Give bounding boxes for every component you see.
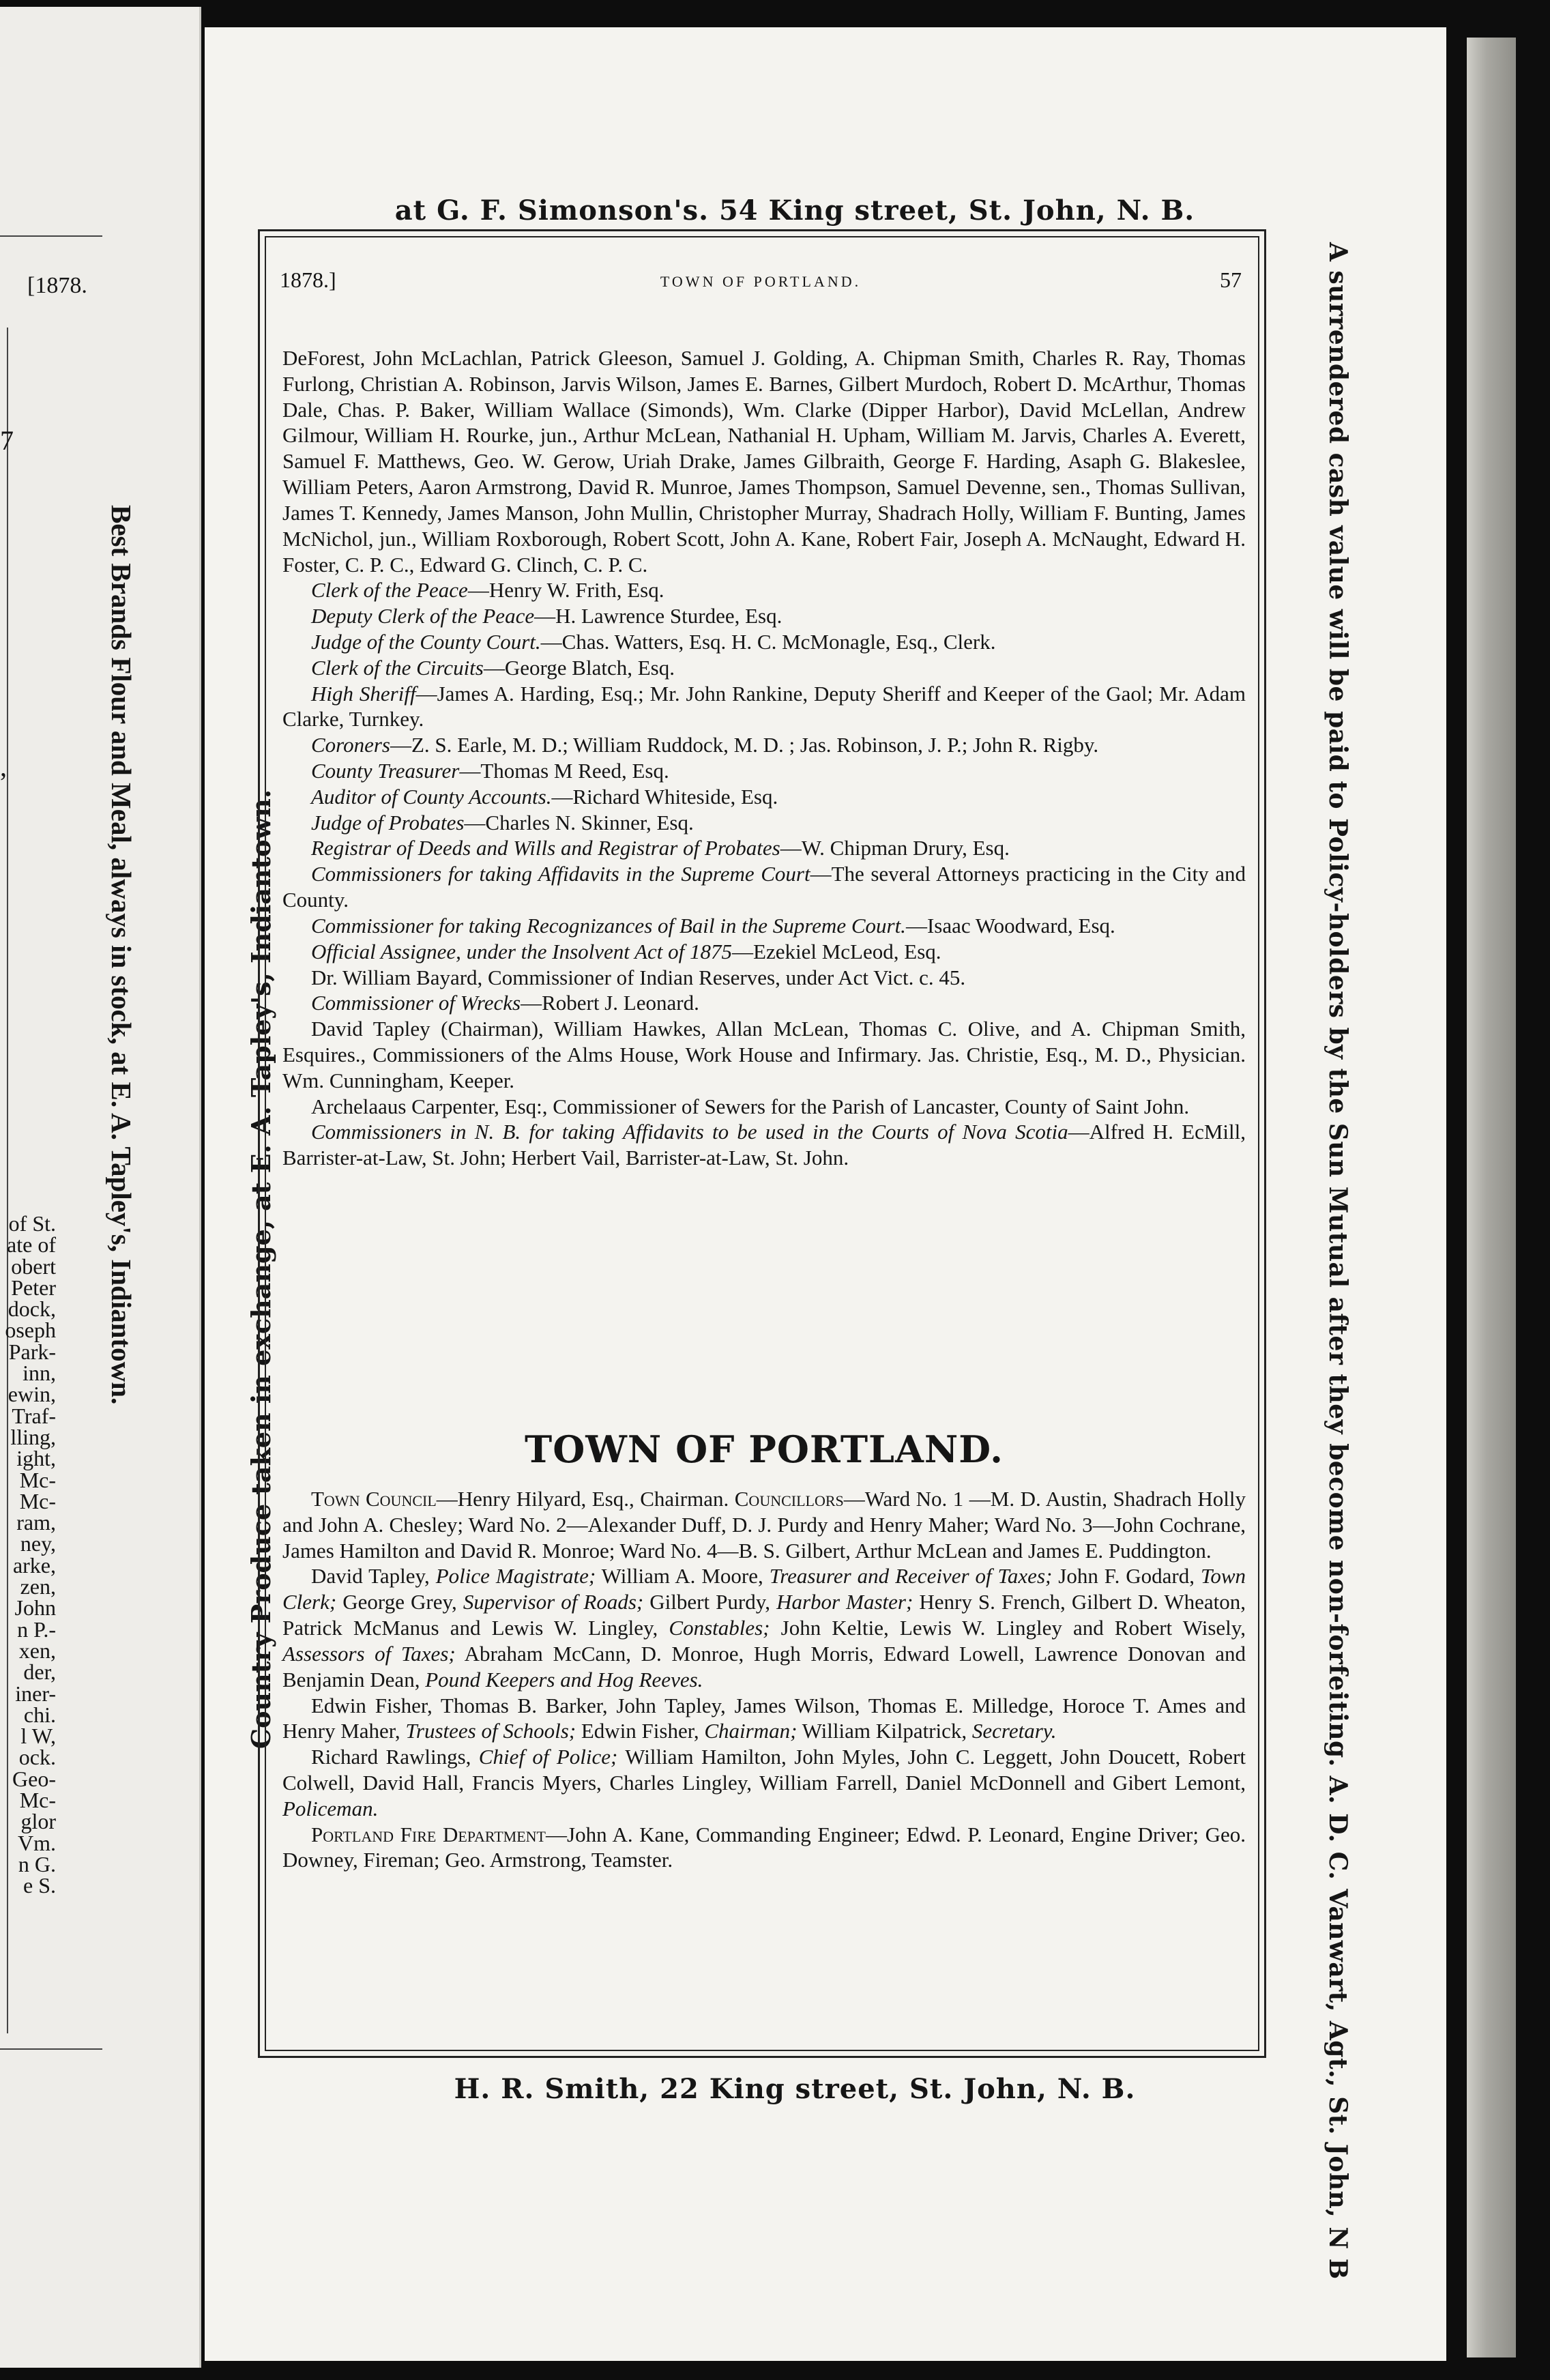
entry-title: High Sheriff	[311, 681, 416, 706]
entry-title: Judge of Probates	[311, 810, 465, 835]
person: William A. Moore,	[601, 1564, 763, 1588]
office: Constables;	[669, 1616, 770, 1640]
sewers-commissioner: Archelaaus Carpenter, Esq:, Commissioner of Sewers for the Parish of Lancaster, County of Saint John.	[311, 1094, 1190, 1118]
left-page-fragment: Park-	[8, 1339, 56, 1364]
left-page-fragment: ewin,	[8, 1382, 56, 1407]
entry-value: —John A. Kane, Commanding Engineer; Edwd. P. Leonard, Engine Driver; Geo. Downey, Fireman; Geo. Armstrong, Teamster.	[282, 1822, 1246, 1872]
entry-value: —Alfred H. EcMill, Barrister-at-Law, St. John; Herbert Vail, Barrister-at-Law, St. John.	[282, 1120, 1246, 1170]
deputy-clerk	[282, 603, 1246, 629]
left-page-fragment: n P.-	[17, 1616, 56, 1642]
person: Edwin Fisher,	[581, 1719, 699, 1743]
office: Town Clerk;	[282, 1564, 1246, 1614]
left-page-rule-top	[0, 235, 102, 237]
left-page-fragment: obert	[11, 1253, 56, 1279]
clerk-of-circuits	[282, 655, 1246, 681]
auditor	[282, 784, 1246, 810]
wrecks-commissioner	[282, 990, 1246, 1016]
entry-title: Coroners	[311, 733, 390, 757]
alms-house: David Tapley (Chairman), William Hawkes, Allan McLean, Thomas C. Olive, and A. Chipman Smith, Esquires., Commissioners of the Alms House, Work House and Infirmary. Jas. Christie, Esq., M. D., Physician. Wm. Cunningham, Keeper.	[282, 1017, 1246, 1092]
left-page-fragment: e S.	[23, 1873, 56, 1898]
left-page-fragment: Mc-	[19, 1467, 56, 1492]
office: Treasurer and Receiver of Taxes;	[769, 1564, 1053, 1588]
entry-value: —Ward No. 1 —M. D. Austin, Shadrach Holly and John A. Chesley; Ward No. 2—Alexander Duff, D. J. Purdy and Henry Maher; Ward No. 3—John Cochrane, James Hamilton and David R. Monroe; Ward No. 4—B. S. Gilbert, Arthur McLean and James E. Puddington.	[282, 1487, 1246, 1563]
person: Henry S. French, Gilbert D. Wheaton, Patrick McManus and Lewis W. Lingley,	[282, 1590, 1246, 1640]
judge-county-court	[282, 629, 1246, 655]
town-of-portland-text	[282, 1486, 1246, 1873]
person: Gilbert Purdy,	[649, 1590, 770, 1614]
left-page-fragment: arke,	[12, 1552, 56, 1578]
left-page-fragment: Mc-	[19, 1488, 56, 1513]
entry-value: —George Blatch, Esq.	[483, 655, 675, 680]
entry-title: Auditor of County Accounts.	[311, 784, 552, 809]
person: Edwin Fisher, Thomas B. Barker, John Tapley, James Wilson, Thomas E. Milledge, Horoce T. Ames and Henry Maher,	[282, 1693, 1246, 1743]
left-page-fragment: der,	[23, 1659, 56, 1685]
person: David Tapley,	[311, 1564, 430, 1588]
left-page-fragment: inn,	[23, 1361, 56, 1386]
high-sheriff	[282, 681, 1246, 733]
office: Pound Keepers and Hog Reeves.	[425, 1667, 703, 1692]
recognizances-commissioner	[282, 913, 1246, 939]
entry-value: —Z. S. Earle, M. D.; William Ruddock, M. D. ; Jas. Robinson, J. P.; John R. Rigby.	[390, 733, 1099, 757]
entry-value: —Ezekiel McLeod, Esq.	[732, 939, 941, 963]
left-page-fragment: dock,	[8, 1296, 56, 1322]
entry-title: Judge of the County Court.	[311, 629, 541, 654]
judge-of-probates	[282, 810, 1246, 836]
person: John Keltie, Lewis W. Lingley and Robert Wisely,	[780, 1616, 1246, 1640]
person: Abraham McCann, D. Monroe, Hugh Morris, Edward Lowell, Lawrence Donovan and Benjamin Dean,	[282, 1641, 1246, 1692]
left-page-fragment: Geo-	[12, 1766, 56, 1791]
entry-title: Official Assignee, under the Insolvent Act of 1875	[311, 939, 733, 963]
entry-title: Clerk of the Peace	[311, 578, 468, 603]
left-page-fragment: of St.	[8, 1211, 56, 1236]
left-page-vertical-ad: Best Brands Flour and Meal, always in stock, at E. A. Tapley's, Indiantown.	[106, 505, 137, 1405]
running-head-title: TOWN OF PORTLAND.	[660, 273, 862, 290]
left-page-fragment: John	[14, 1595, 56, 1621]
left-page-fragment: ock.	[18, 1745, 56, 1770]
official-assignee	[282, 939, 1246, 965]
school-trustees	[282, 1693, 1246, 1745]
section-title: TOWN OF PORTLAND.	[525, 1427, 1004, 1471]
left-page-fragment-seven: 7	[0, 425, 14, 456]
entry-value: —Robert J. Leonard.	[521, 991, 699, 1015]
entry-value: —Henry Hilyard, Esq., Chairman.	[436, 1487, 729, 1511]
left-page-fragment: Mc-	[19, 1788, 56, 1813]
registrar	[282, 835, 1246, 861]
county-treasurer	[282, 758, 1246, 784]
office: Policeman.	[282, 1796, 379, 1820]
left-page-fragment: xen,	[18, 1638, 56, 1663]
office: Assessors of Taxes;	[282, 1641, 456, 1666]
entry-value: —Chas. Watters, Esq. H. C. McMonagle, Esq., Clerk.	[540, 629, 996, 654]
affidavit-commissioners	[282, 861, 1246, 913]
nova-scotia-commissioners	[282, 1119, 1246, 1171]
police	[282, 1744, 1246, 1821]
left-page-fragment: zen,	[20, 1574, 56, 1599]
entry-value: —H. Lawrence Sturdee, Esq.	[534, 604, 783, 628]
left-page-fragment: glor	[20, 1809, 56, 1834]
left-page-fragment: oseph	[5, 1318, 56, 1343]
office: Supervisor of Roads;	[463, 1590, 644, 1614]
entry-title: Commissioners in N. B. for taking Affidavits to be used in the Courts of Nova Scotia	[311, 1120, 1068, 1144]
entry-title: Town Council	[311, 1487, 437, 1511]
office: Chief of Police;	[478, 1745, 618, 1769]
entry-value: —Isaac Woodward, Esq.	[905, 913, 1115, 938]
left-page-fragment: chi.	[23, 1702, 56, 1727]
running-head-year: 1878.]	[280, 267, 336, 292]
left-page-fragment-comma: ,	[0, 751, 7, 782]
left-page-fragment: Vm.	[18, 1830, 56, 1855]
left-page-fragment: lling,	[10, 1424, 56, 1449]
indian-reserves: Dr. William Bayard, Commissioner of Indian Reserves, under Act Vict. c. 45.	[311, 965, 966, 989]
entry-value: —The several Attorneys practicing in the City and County.	[282, 862, 1246, 912]
entry-value: —W. Chipman Drury, Esq.	[780, 836, 1010, 860]
top-advertisement: at G. F. Simonson's. 54 King street, St. John, N. B.	[394, 194, 1195, 227]
town-council	[282, 1486, 1246, 1563]
bottom-advertisement: H. R. Smith, 22 King street, St. John, N. B.	[454, 2073, 1136, 2105]
left-page-fragment: ney,	[20, 1531, 56, 1556]
right-vertical-advertisement: A surrendered cash value will be paid to Policy-holders by the Sun Mutual after they become non-forfeiting. A. D. C. Vanwart, Agt., St. John, N B	[1324, 242, 1352, 2280]
person: George Grey,	[342, 1590, 457, 1614]
office: Trustees of Schools;	[405, 1719, 576, 1743]
left-page-fragment: l W,	[20, 1724, 56, 1749]
left-page-fragment: iner-	[15, 1681, 56, 1706]
left-page-fragment: Traf-	[12, 1403, 56, 1428]
book-edge	[1467, 38, 1516, 2357]
entry-value: —Henry W. Frith, Esq.	[467, 578, 664, 603]
person: John F. Godard,	[1058, 1564, 1195, 1588]
entry-title: Registrar of Deeds and Wills and Registrar of Probates	[311, 836, 780, 860]
entry-title: Commissioner for taking Recognizances of Bail in the Supreme Court.	[311, 913, 906, 938]
left-page-fragment: n G.	[18, 1851, 56, 1876]
left-vertical-advertisement: Country Produce taken in exchange, at E. A. Tapley's, Indiantown.	[246, 789, 276, 1750]
entry-title: Commissioners for taking Affidavits in the Supreme Court	[311, 862, 810, 886]
fire-department	[282, 1822, 1246, 1874]
person: William Kilpatrick,	[802, 1719, 967, 1743]
county-officials-text	[282, 345, 1246, 1171]
entry-value: —James A. Harding, Esq.; Mr. John Rankine, Deputy Sheriff and Keeper of the Gaol; Mr. Adam Clarke, Turnkey.	[282, 681, 1246, 731]
person: William Hamilton, John Myles, John C. Leggett, John Doucett, Robert Colwell, David Hall, Francis Myers, Charles Lingley, William Farrell, Daniel McDonnell and Gibert Lemont,	[282, 1745, 1246, 1795]
coroners	[282, 732, 1246, 758]
page-number: 57	[1220, 267, 1242, 292]
left-page-year: [1878.	[27, 273, 87, 298]
office: Police Magistrate;	[435, 1564, 596, 1588]
entry-title: Deputy Clerk of the Peace	[311, 604, 535, 628]
councillor-names: DeForest, John McLachlan, Patrick Gleeson, Samuel J. Golding, A. Chipman Smith, Charles R. Ray, Thomas Furlong, Christian A. Robinson, Jarvis Wilson, James E. Barnes, Gilbert Murdoch, Robert D. McArthur, Thomas Dale, Chas. P. Baker, William Wallace (Simonds), Wm. Clarke (Dipper Harbor), David McLellan, Andrew Gilmour, William H. Rourke, jun., Arthur McLean, Nathanial H. Upham, William M. Jarvis, Charles A. Everett, Samuel F. Matthews, Geo. W. Gerow, Uriah Drake, James Gilbraith, George F. Harding, Asaph G. Blakeslee, William Peters, Aaron Armstrong, David R. Munroe, James Thompson, Samuel Devenne, sen., Thomas Sullivan, James T. Kennedy, James Manson, John Mullin, Christopher Murray, Shadrach Holly, William F. Bunting, James McNichol, jun., William Roxborough, Robert Scott, John A. Kane, Robert Fair, Joseph A. McNaught, Edward H. Foster, C. P. C., Edward G. Clinch, C. P. C.	[282, 346, 1246, 577]
person: Richard Rawlings,	[311, 1745, 471, 1769]
left-page-fragment: ram,	[16, 1510, 56, 1535]
office: Secretary.	[971, 1719, 1057, 1743]
office: Harbor Master;	[776, 1590, 913, 1614]
left-page-fragment: ight,	[16, 1446, 56, 1471]
office: Chairman;	[704, 1719, 798, 1743]
left-page-edge	[0, 7, 201, 2368]
entry-title: Portland Fire Department	[311, 1822, 546, 1846]
entry-title: Clerk of the Circuits	[311, 655, 484, 680]
town-officers	[282, 1563, 1246, 1692]
entry-title: County Treasurer	[311, 759, 460, 783]
entry-title: Councillors	[734, 1487, 844, 1511]
entry-value: —Richard Whiteside, Esq.	[551, 784, 778, 809]
entry-value: —Thomas M Reed, Esq.	[459, 759, 669, 783]
left-page-fragment: ate of	[7, 1232, 56, 1258]
entry-value: —Charles N. Skinner, Esq.	[464, 810, 694, 835]
entry-title: Commissioner of Wrecks	[311, 991, 521, 1015]
left-page-fragments	[0, 1213, 56, 1897]
left-page-fragment: Peter	[11, 1275, 56, 1300]
clerk-of-peace	[282, 577, 1246, 603]
left-page-rule-bottom	[0, 2048, 102, 2050]
